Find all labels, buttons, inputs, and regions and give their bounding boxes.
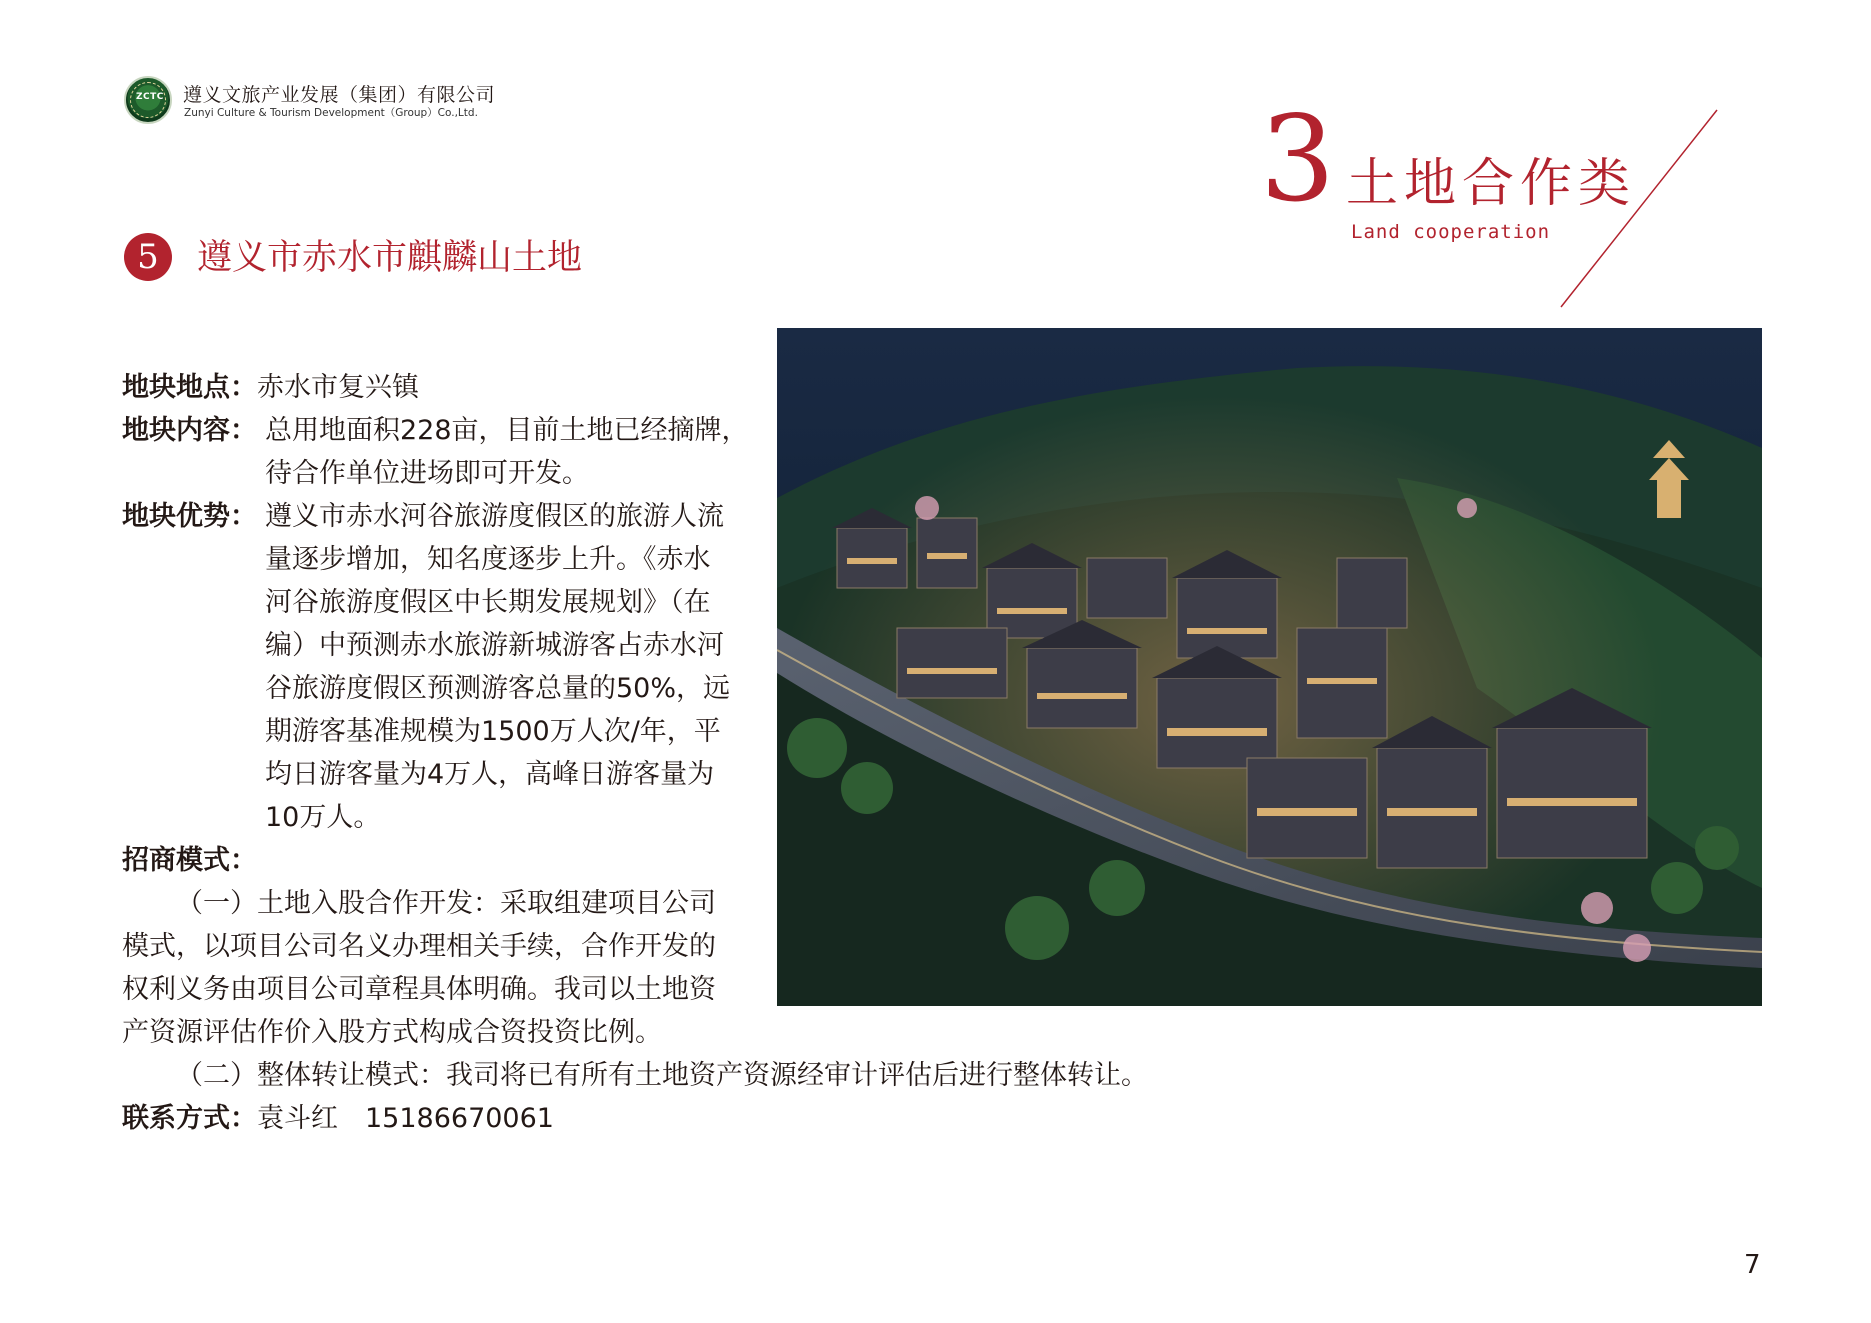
content-line: 总用地面积228亩，目前土地已经摘牌， <box>265 415 749 446</box>
advantage-line: 量逐步增加，知名度逐步上升。《赤水 <box>265 544 711 575</box>
advantage-line: 均日游客量为4万人，高峰日游客量为 <box>265 759 715 790</box>
category-number: 3 <box>1260 90 1336 228</box>
page-number: 7 <box>1744 1250 1761 1280</box>
mode2-line: （二）整体转让模式：我司将已有所有土地资产资源经审计评估后进行整体转让。 <box>176 1060 1148 1091</box>
advantage-line: 谷旅游度假区预测游客总量的50%，远 <box>265 673 731 704</box>
mode1-line: 产资源评估作价入股方式构成合资投资比例。 <box>122 1017 662 1048</box>
location-label: 地块地点： <box>122 372 257 403</box>
logo-text: ZCTC <box>136 92 164 102</box>
mode-label: 招商模式： <box>122 845 257 876</box>
advantage-label: 地块优势： <box>122 501 257 532</box>
contact-label: 联系方式： <box>122 1103 257 1134</box>
advantage-line: 河谷旅游度假区中长期发展规划》（在 <box>265 587 711 618</box>
category-title: 土地合作类 <box>1346 154 1637 214</box>
category-subtitle: Land cooperation <box>1351 221 1551 243</box>
content-label: 地块内容： <box>122 415 257 446</box>
advantage-line: 编）中预测赤水旅游新城游客占赤水河 <box>265 630 724 661</box>
advantage-line: 期游客基准规模为1500万人次/年，平 <box>265 716 721 747</box>
section-number-badge: 5 <box>124 233 172 281</box>
aerial-night-rendering-image <box>777 328 1762 1006</box>
location-value: 赤水市复兴镇 <box>257 372 419 403</box>
content-line: 待合作单位进场即可开发。 <box>265 458 589 489</box>
company-name-en: Zunyi Culture & Tourism Development（Group）Co.,Ltd. <box>184 107 478 119</box>
mode1-line: （一）土地入股合作开发：采取组建项目公司 <box>176 888 716 919</box>
mode1-line: 模式，以项目公司名义办理相关手续，合作开发的 <box>122 931 716 962</box>
location-row <box>122 366 419 409</box>
contact-value: 袁斗红 15186670061 <box>257 1103 554 1134</box>
advantage-line: 遵义市赤水河谷旅游度假区的旅游人流 <box>265 501 724 532</box>
aerial-rendering-graphic <box>777 328 1762 1006</box>
company-name-cn: 遵义文旅产业发展（集团）有限公司 <box>183 84 496 106</box>
section-title: 遵义市赤水市麒麟山土地 <box>197 238 583 278</box>
mode1-line: 权利义务由项目公司章程具体明确。我司以土地资 <box>122 974 716 1005</box>
advantage-line: 10万人。 <box>265 802 381 833</box>
contact-row <box>122 1097 554 1140</box>
